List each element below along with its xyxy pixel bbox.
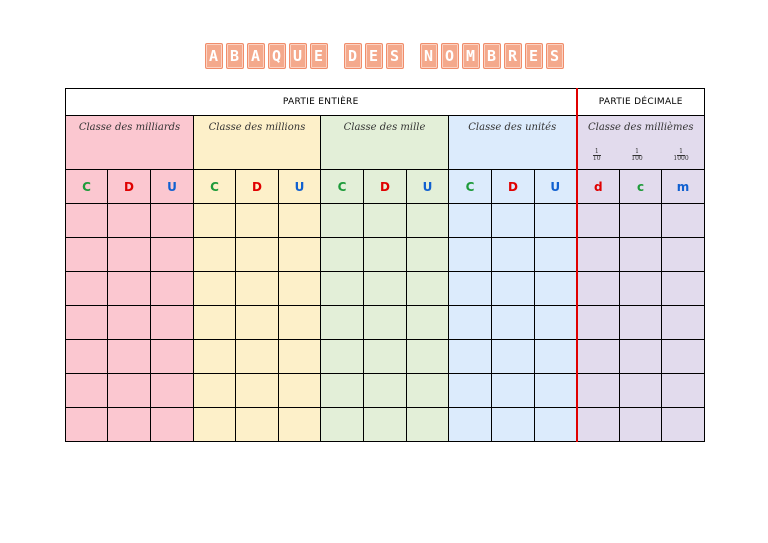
digit-cell[interactable] xyxy=(449,272,492,306)
page-title xyxy=(0,43,768,69)
digit-cell[interactable] xyxy=(620,408,662,442)
digit-cell[interactable] xyxy=(279,374,321,408)
digit-cell[interactable] xyxy=(236,306,279,340)
grid-body xyxy=(66,204,705,442)
digit-cell[interactable] xyxy=(492,238,535,272)
fraction-thousandth: $\frac{1}{1000}$ xyxy=(673,148,689,162)
column-letter: D xyxy=(492,170,535,204)
digit-cell[interactable] xyxy=(66,272,108,306)
digit-cell[interactable] xyxy=(108,204,151,238)
digit-cell[interactable] xyxy=(66,340,108,374)
digit-cell[interactable] xyxy=(194,306,236,340)
digit-cell[interactable] xyxy=(364,306,407,340)
digit-cell[interactable] xyxy=(492,272,535,306)
class-thousands: Classe des mille xyxy=(321,116,449,170)
digit-cell[interactable] xyxy=(108,374,151,408)
digit-cell[interactable] xyxy=(535,340,577,374)
digit-cell[interactable] xyxy=(492,374,535,408)
title-letter-tile: S xyxy=(546,43,564,69)
digit-cell[interactable] xyxy=(194,340,236,374)
digit-cell[interactable] xyxy=(194,374,236,408)
digit-cell[interactable] xyxy=(449,374,492,408)
digit-cell[interactable] xyxy=(66,204,108,238)
table-row xyxy=(66,408,705,442)
digit-cell[interactable] xyxy=(151,306,194,340)
digit-cell[interactable] xyxy=(577,408,620,442)
digit-cell[interactable] xyxy=(492,408,535,442)
class-units: Classe des unités xyxy=(449,116,577,170)
digit-cell[interactable] xyxy=(535,272,577,306)
title-letter-tile: D xyxy=(344,43,362,69)
digit-cell[interactable] xyxy=(321,340,364,374)
digit-cell[interactable] xyxy=(321,204,364,238)
digit-cell[interactable] xyxy=(108,306,151,340)
digit-cell[interactable] xyxy=(108,272,151,306)
class-millions: Classe des millions xyxy=(194,116,321,170)
digit-cell[interactable] xyxy=(108,408,151,442)
title-letter-tile: E xyxy=(310,43,328,69)
column-letter: C xyxy=(66,170,108,204)
column-letter: C xyxy=(321,170,364,204)
digit-cell[interactable] xyxy=(577,204,620,238)
digit-cell[interactable] xyxy=(620,340,662,374)
digit-cell[interactable] xyxy=(662,408,705,442)
column-letter: D xyxy=(364,170,407,204)
digit-cell[interactable] xyxy=(279,238,321,272)
digit-cell[interactable] xyxy=(535,408,577,442)
digit-cell[interactable] xyxy=(577,374,620,408)
table-row xyxy=(66,238,705,272)
digit-cell[interactable] xyxy=(151,340,194,374)
column-letter: U xyxy=(535,170,577,204)
column-letter: D xyxy=(236,170,279,204)
digit-cell[interactable] xyxy=(236,204,279,238)
column-letter: U xyxy=(151,170,194,204)
digit-cell[interactable] xyxy=(194,408,236,442)
title-letter-tile: A xyxy=(247,43,265,69)
digit-cell[interactable] xyxy=(535,374,577,408)
digit-cell[interactable] xyxy=(321,408,364,442)
fraction-row xyxy=(578,149,705,162)
digit-cell[interactable] xyxy=(236,408,279,442)
digit-cell[interactable] xyxy=(577,306,620,340)
digit-cell[interactable] xyxy=(364,272,407,306)
fraction-tenth: $\frac{1}{10}$ xyxy=(592,148,601,162)
title-letter-tile: O xyxy=(441,43,459,69)
digit-cell[interactable] xyxy=(151,204,194,238)
digit-cell[interactable] xyxy=(449,306,492,340)
digit-cell[interactable] xyxy=(535,238,577,272)
title-letter-tile: E xyxy=(365,43,383,69)
digit-cell[interactable] xyxy=(492,204,535,238)
digit-cell[interactable] xyxy=(279,408,321,442)
column-letter: m xyxy=(662,170,705,204)
digit-cell[interactable] xyxy=(66,374,108,408)
digit-cell[interactable] xyxy=(620,204,662,238)
digit-cell[interactable] xyxy=(194,272,236,306)
digit-cell[interactable] xyxy=(236,272,279,306)
title-space xyxy=(331,43,341,69)
digit-cell[interactable] xyxy=(492,306,535,340)
class-billions: Classe des milliards xyxy=(66,116,194,170)
title-letter-tile: N xyxy=(420,43,438,69)
digit-cell[interactable] xyxy=(407,408,449,442)
integer-part-header: PARTIE ENTIÈRE xyxy=(66,89,577,116)
class-thousandths xyxy=(577,116,705,170)
digit-cell[interactable] xyxy=(151,272,194,306)
digit-cell[interactable] xyxy=(449,204,492,238)
decimal-part-header: PARTIE DÉCIMALE xyxy=(577,89,705,116)
digit-cell[interactable] xyxy=(321,272,364,306)
digit-cell[interactable] xyxy=(364,238,407,272)
digit-cell[interactable] xyxy=(577,340,620,374)
digit-cell[interactable] xyxy=(321,374,364,408)
digit-cell[interactable] xyxy=(151,374,194,408)
digit-cell[interactable] xyxy=(662,272,705,306)
digit-cell[interactable] xyxy=(620,238,662,272)
digit-cell[interactable] xyxy=(535,204,577,238)
digit-cell[interactable] xyxy=(492,340,535,374)
digit-cell[interactable] xyxy=(321,306,364,340)
fraction-hundredth: $\frac{1}{100}$ xyxy=(631,148,643,162)
digit-cell[interactable] xyxy=(577,238,620,272)
digit-cell[interactable] xyxy=(364,408,407,442)
title-letter-tile: Q xyxy=(268,43,286,69)
digit-cell[interactable] xyxy=(449,408,492,442)
digit-cell[interactable] xyxy=(407,238,449,272)
digit-cell[interactable] xyxy=(662,238,705,272)
table-row xyxy=(66,340,705,374)
digit-cell[interactable] xyxy=(279,306,321,340)
digit-cell[interactable] xyxy=(236,374,279,408)
digit-cell[interactable] xyxy=(449,238,492,272)
column-letter: U xyxy=(279,170,321,204)
digit-cell[interactable] xyxy=(364,374,407,408)
digit-cell[interactable] xyxy=(620,306,662,340)
digit-cell[interactable] xyxy=(535,306,577,340)
digit-cell[interactable] xyxy=(407,204,449,238)
digit-cell[interactable] xyxy=(194,238,236,272)
digit-cell[interactable] xyxy=(662,204,705,238)
column-letter: d xyxy=(577,170,620,204)
digit-cell[interactable] xyxy=(279,272,321,306)
column-letter: C xyxy=(449,170,492,204)
column-letter: U xyxy=(407,170,449,204)
digit-cell[interactable] xyxy=(108,238,151,272)
title-letter-tile: U xyxy=(289,43,307,69)
digit-cell[interactable] xyxy=(321,238,364,272)
title-letter-tile: A xyxy=(205,43,223,69)
digit-cell[interactable] xyxy=(108,340,151,374)
digit-cell[interactable] xyxy=(66,408,108,442)
digit-cell[interactable] xyxy=(407,272,449,306)
digit-cell[interactable] xyxy=(620,272,662,306)
digit-cell[interactable] xyxy=(364,340,407,374)
digit-cell[interactable] xyxy=(236,238,279,272)
title-letter-tile: B xyxy=(226,43,244,69)
number-abacus-table xyxy=(65,88,705,442)
title-letter-tile: M xyxy=(462,43,480,69)
digit-cell[interactable] xyxy=(662,340,705,374)
digit-cell[interactable] xyxy=(194,204,236,238)
table-row xyxy=(66,204,705,238)
digit-cell[interactable] xyxy=(364,204,407,238)
digit-cell[interactable] xyxy=(620,374,662,408)
digit-cell[interactable] xyxy=(279,204,321,238)
column-letters-row xyxy=(66,170,705,204)
title-letter-tile: B xyxy=(483,43,501,69)
digit-cell[interactable] xyxy=(407,306,449,340)
digit-cell[interactable] xyxy=(577,272,620,306)
digit-cell[interactable] xyxy=(407,374,449,408)
digit-cell[interactable] xyxy=(449,340,492,374)
digit-cell[interactable] xyxy=(236,340,279,374)
column-letter: C xyxy=(194,170,236,204)
title-letter-tile: R xyxy=(504,43,522,69)
digit-cell[interactable] xyxy=(151,408,194,442)
table-row xyxy=(66,306,705,340)
column-letter: c xyxy=(620,170,662,204)
title-space xyxy=(407,43,417,69)
title-letter-tile: S xyxy=(386,43,404,69)
digit-cell[interactable] xyxy=(66,306,108,340)
digit-cell[interactable] xyxy=(662,306,705,340)
table-row xyxy=(66,272,705,306)
table-row xyxy=(66,374,705,408)
digit-cell[interactable] xyxy=(279,340,321,374)
digit-cell[interactable] xyxy=(407,340,449,374)
title-letter-tile: E xyxy=(525,43,543,69)
column-letter: D xyxy=(108,170,151,204)
class-thousandths-label: Classe des millièmes xyxy=(587,122,694,133)
digit-cell[interactable] xyxy=(151,238,194,272)
digit-cell[interactable] xyxy=(662,374,705,408)
digit-cell[interactable] xyxy=(66,238,108,272)
